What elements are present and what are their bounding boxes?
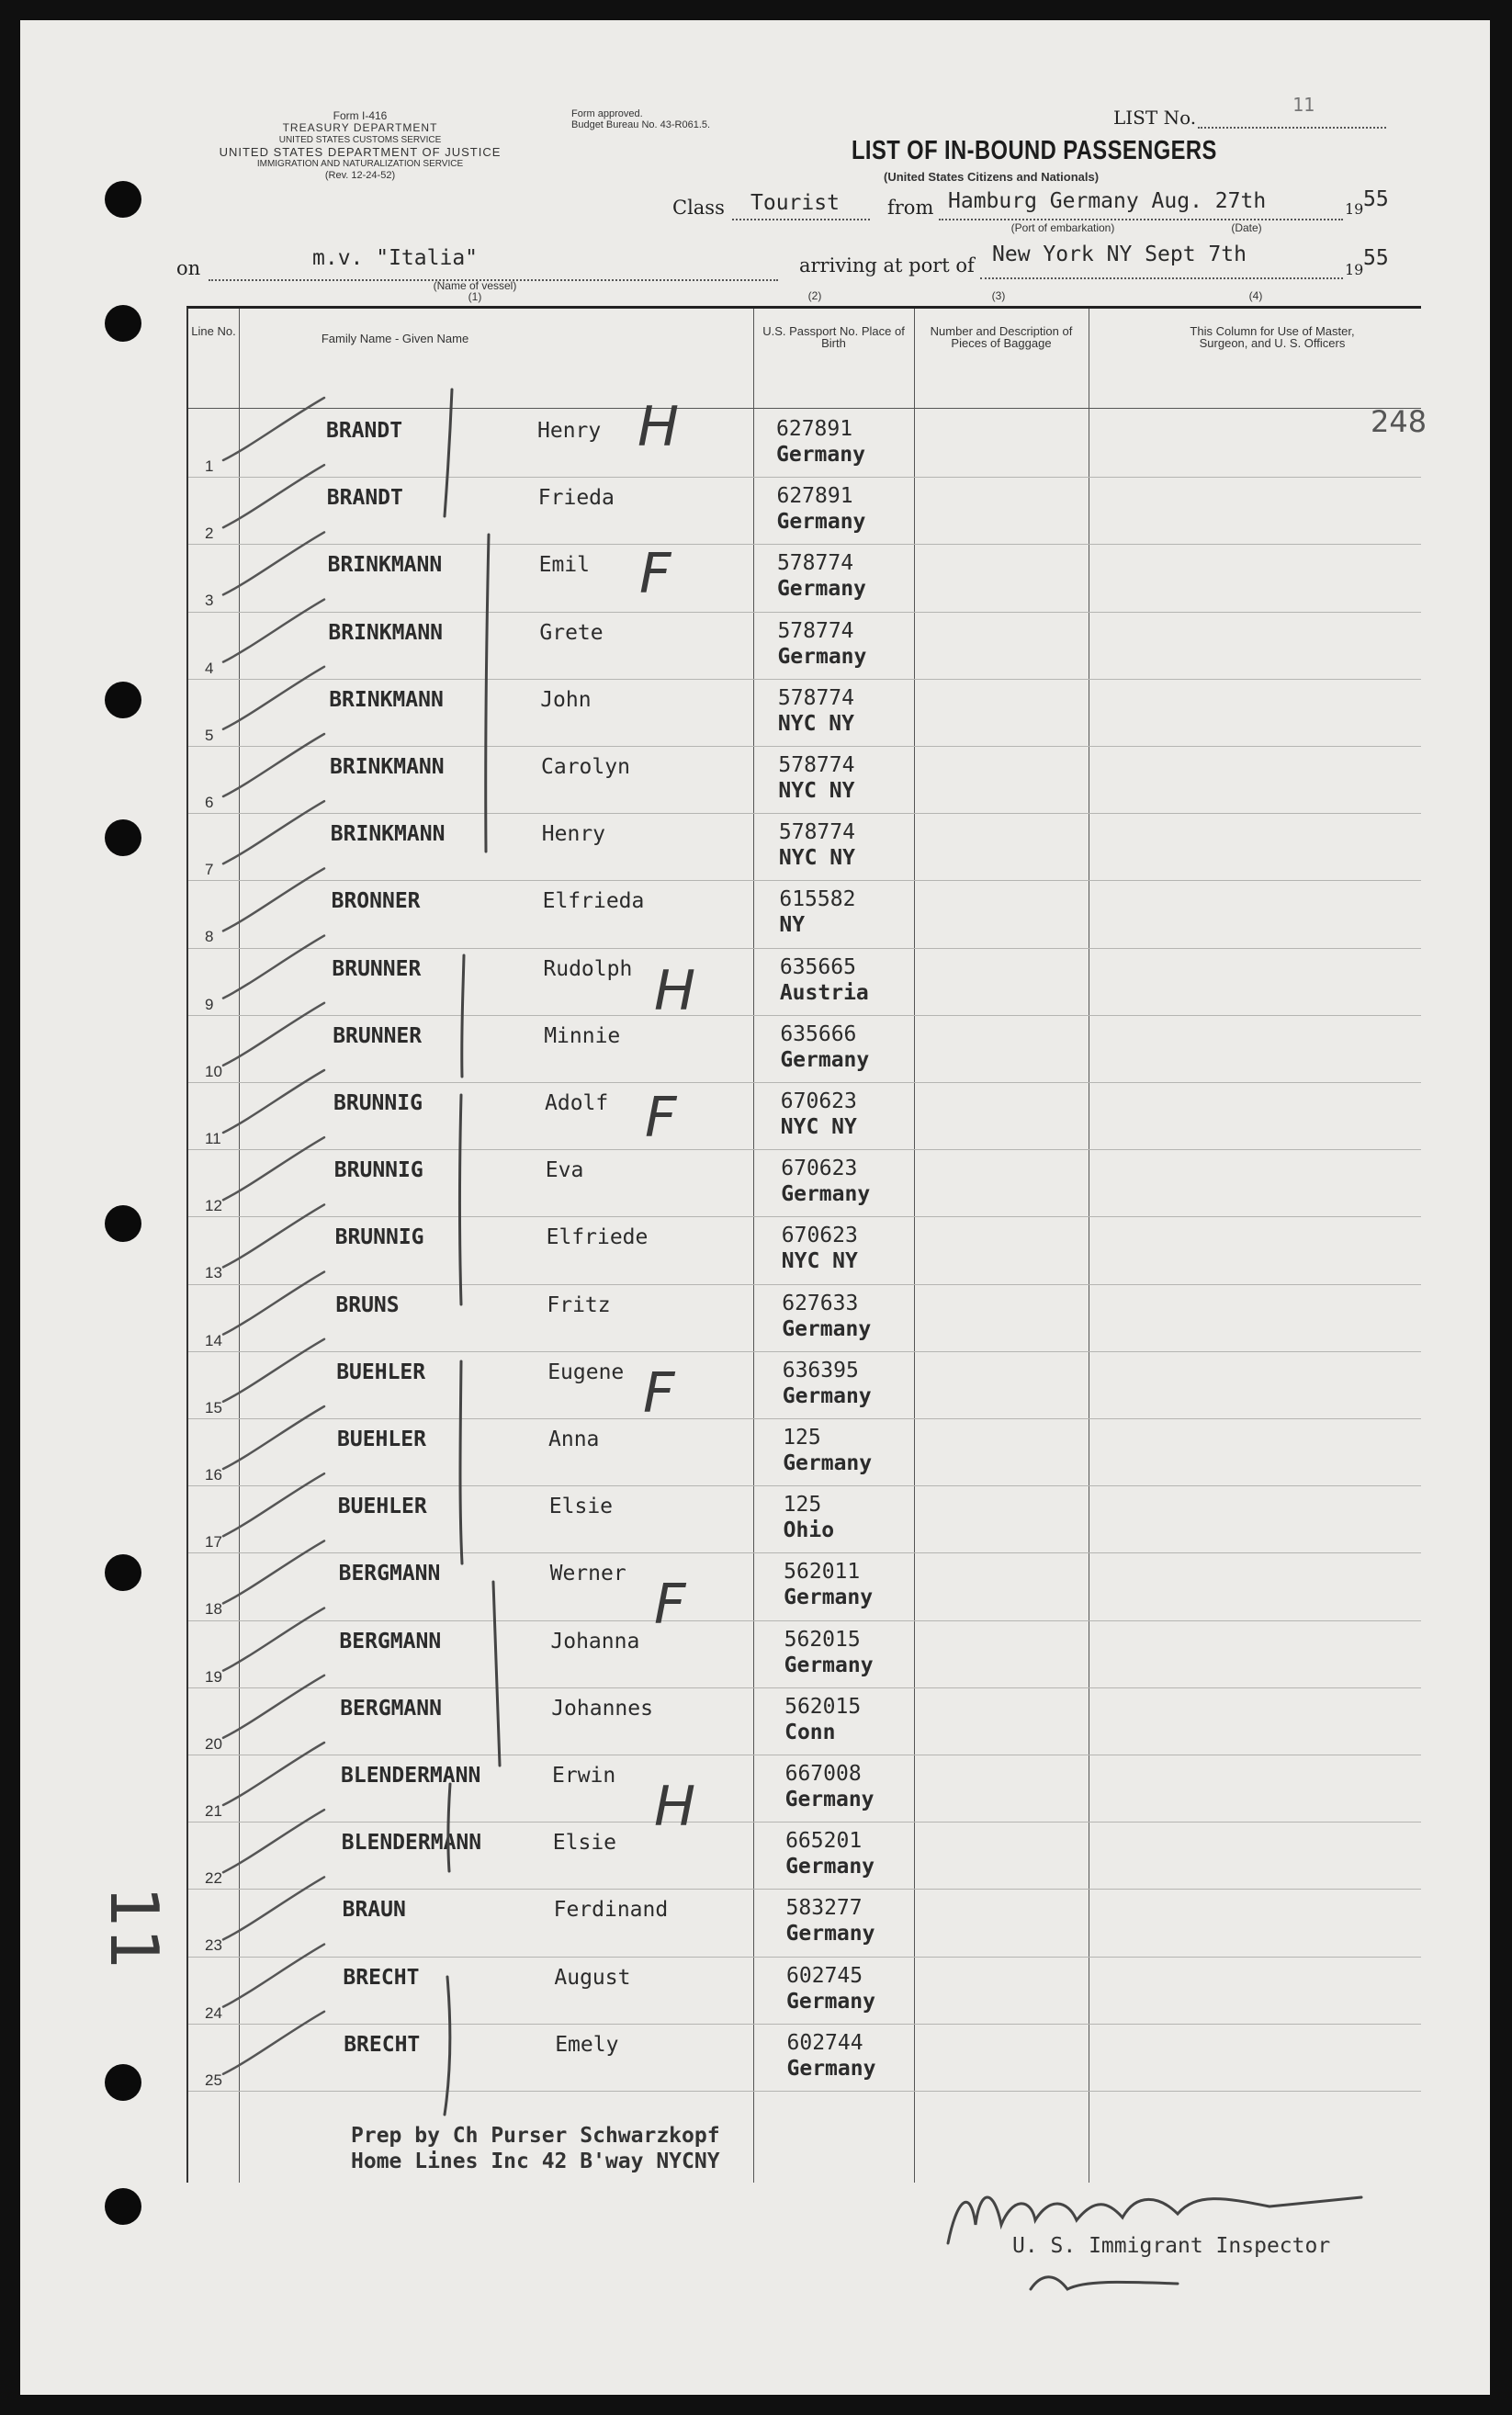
form-revision: (Rev. 12-24-52) [324,170,396,181]
place-of-birth: Germany [781,1182,871,1207]
line-number: 25 [205,2071,222,2089]
prep-line-2: Home Lines Inc 42 B'way NYCNY [351,2150,720,2173]
family-name: BRUNNIG [334,1225,424,1250]
passport-number: 583277 [785,1896,863,1921]
given-name: Frieda [537,486,615,511]
line-number: 11 [205,1130,221,1147]
given-name: Carolyn [541,755,630,779]
margin-mark: 11 [95,1886,173,1970]
page-number: 248 [1371,404,1427,439]
class-value: Tourist [750,191,840,215]
passport-number: 578774 [777,685,854,710]
check-mark [223,398,324,460]
check-mark [223,532,324,594]
check-mark [223,1473,324,1536]
line-number: 16 [205,1466,222,1484]
given-name: Anna [548,1428,600,1451]
given-name: Emely [555,2032,619,2057]
family-name: BRANDT [326,419,403,443]
line-number: 12 [205,1197,222,1215]
place-of-birth: Germany [786,2056,876,2081]
passport-number: 578774 [778,820,855,845]
from-year: 55 [1363,187,1389,211]
passport-number: 602744 [786,2030,863,2055]
check-mark [223,1137,324,1200]
passport-number: 635665 [779,954,856,979]
family-name: BRUNNIG [333,1091,423,1115]
list-no-value: 11 [1292,94,1315,116]
form-approved: Form approved. [571,108,643,119]
line-number: 7 [205,861,214,879]
check-mark [223,1945,324,2007]
place-of-birth: Germany [784,1586,874,1610]
arrival-year: 55 [1363,246,1389,270]
given-name: Adolf [545,1091,609,1115]
line-number: 1 [205,457,214,475]
family-name: BRUNNER [333,1023,423,1048]
vessel-caption-text: (Name of vessel) [433,279,517,292]
place-of-birth: Germany [786,1989,875,2014]
place-of-birth: Germany [782,1383,872,1408]
line-number: 13 [205,1264,222,1282]
passport-number: 670623 [781,1157,858,1181]
inspector-caption: U. S. Immigrant Inspector [1012,2234,1331,2258]
form-number: Form I-416 [333,109,388,122]
line-number: 17 [205,1533,222,1552]
check-mark [223,465,324,527]
passport-number: 636395 [782,1358,859,1382]
passport-number: 665201 [785,1829,863,1854]
given-name: Eugene [547,1360,625,1384]
line-number: 20 [205,1734,222,1753]
annotation-f: F [645,1086,677,1150]
check-mark [223,1272,324,1335]
family-name: BRINKMANN [330,755,445,779]
place-of-birth: NYC NY [778,846,855,871]
given-name: Henry [537,419,602,443]
annotation-f: F [654,1573,686,1637]
annotation-h: H [654,959,696,1023]
place-of-birth: Germany [776,443,865,467]
passport-number: 670623 [780,1089,857,1113]
family-name: BRECHT [343,1965,420,1990]
passport-number: 602745 [786,1963,863,1988]
passport-number: 578774 [778,753,855,777]
manifest-page [20,20,1490,2395]
family-name: BUEHLER [337,1495,427,1519]
place-of-birth: Germany [777,644,867,669]
passport-number: 562015 [784,1694,862,1719]
family-name: BRONNER [331,889,421,914]
check-mark [223,1877,324,1939]
line-number: 4 [205,659,214,677]
passport-number: 670623 [781,1224,858,1248]
page-title: LIST OF IN-BOUND PASSENGERS [852,136,1217,165]
date-caption: (Date) [1231,221,1262,234]
family-name: BERGMANN [340,1696,442,1721]
check-mark [223,1204,324,1267]
prep-line-1: Prep by Ch Purser Schwarzkopf [351,2124,720,2148]
passport-number: 627891 [776,417,853,441]
family-name: BRUNNER [332,956,422,981]
line-number: 3 [205,592,214,610]
vessel-name: m.v. "Italia" [312,246,479,270]
family-name: BRINKMANN [327,553,443,578]
given-name: Emil [538,553,590,578]
check-mark [223,2012,324,2074]
family-name: BLENDERMANN [341,1764,481,1788]
place-of-birth: NYC NY [781,1249,858,1274]
col-passport: U.S. Passport No. Place of Birth [762,324,905,350]
on-label: on [176,257,201,279]
page-subtitle: (United States Citizens and Nationals) [884,170,1100,184]
line-number: 21 [205,1802,222,1820]
customs-service: UNITED STATES CUSTOMS SERVICE [278,135,442,145]
caption-2: (2) [807,289,822,302]
given-name: Johanna [550,1629,640,1653]
given-name: Minnie [544,1023,621,1048]
from-label: from [887,197,934,219]
family-name: BRECHT [344,2032,421,2057]
given-name: Elsie [548,1495,614,1519]
annotation-marks [20,20,1490,2395]
caption-4: (4) [1248,289,1263,302]
family-name: BUEHLER [336,1360,426,1384]
vessel-caption-no: (1) [468,290,482,303]
passport-number: 615582 [779,887,856,912]
place-of-birth: Germany [785,1855,875,1879]
check-mark [223,600,324,662]
family-name: BRUNNIG [333,1158,423,1183]
department-of-justice: UNITED STATES DEPARTMENT OF JUSTICE [219,145,502,159]
place-of-birth: Germany [784,1788,874,1811]
place-of-birth: NYC NY [777,711,854,736]
place-of-birth: Germany [776,577,866,602]
place-of-birth: Conn [784,1720,836,1744]
family-name: BRINKMANN [330,822,446,847]
given-name: Elfrieda [542,889,645,914]
col-baggage: Number and Description of Pieces of Baggage [930,324,1073,350]
given-name: Rudolph [543,956,633,981]
family-name: BLENDERMANN [341,1831,482,1856]
line-number: 23 [205,1936,222,1955]
place-of-birth: Ohio [783,1518,835,1543]
check-mark [223,1070,324,1133]
family-name: BERGMANN [339,1629,442,1653]
place-of-birth: NY [779,913,806,938]
check-mark [223,936,324,999]
annotation-h: H [638,395,680,459]
family-name: BRANDT [326,486,403,511]
given-name: Eva [545,1158,584,1183]
line-number: 2 [205,525,214,543]
family-name: BUEHLER [337,1428,426,1451]
line-number: 18 [205,1600,222,1619]
check-mark [223,1003,324,1066]
check-mark [223,1743,324,1805]
given-name: Henry [541,822,606,847]
place-of-birth: Germany [785,1922,875,1947]
check-mark [223,1540,324,1603]
line-number: 15 [205,1398,222,1416]
col-line-no: Line No. [191,324,236,338]
passport-number: 578774 [777,618,854,643]
list-no-label: LIST No. [1113,107,1197,129]
check-mark [223,801,324,863]
from-year-prefix: 19 [1345,200,1364,218]
given-name: John [540,687,592,712]
place-of-birth: Germany [784,1653,874,1677]
line-number: 10 [205,1062,222,1080]
line-number: 9 [205,995,214,1013]
arriving-label: arriving at port of [799,254,975,276]
check-mark [223,1676,324,1738]
given-name: Erwin [552,1764,616,1788]
place-of-birth: Germany [783,1451,873,1475]
line-number: 6 [205,794,214,811]
annotation-f: F [639,542,671,606]
check-mark [223,734,324,796]
annotation-f: F [643,1361,675,1426]
given-name: August [554,1965,631,1990]
place-of-birth: Austria [779,980,869,1005]
port-embarkation-caption: (Port of embarkation) [1010,221,1115,234]
ins-service: IMMIGRATION AND NATURALIZATION SERVICE [256,159,464,169]
class-label: Class [672,197,725,219]
line-number: 22 [205,1869,222,1888]
passport-number: 635666 [780,1021,857,1046]
given-name: Grete [539,620,604,645]
given-name: Johannes [551,1696,653,1721]
arrival-value: New York NY Sept 7th [992,243,1247,266]
col-name: Family Name - Given Name [321,332,469,345]
place-of-birth: Germany [780,1047,870,1072]
arrival-year-prefix: 19 [1345,261,1364,278]
place-of-birth: NYC NY [778,779,855,803]
family-name: BERGMANN [338,1562,441,1586]
given-name: Werner [549,1562,626,1586]
check-mark [223,667,324,729]
place-of-birth: NYC NY [780,1115,857,1139]
check-mark [223,1339,324,1402]
family-name: BRAUN [342,1898,406,1923]
passport-number: 125 [783,1426,821,1450]
passport-number: 627633 [782,1291,859,1315]
check-mark [223,1406,324,1469]
given-name: Elfriede [546,1225,649,1250]
annotation-h: H [654,1775,696,1839]
family-name: BRINKMANN [328,620,444,645]
line-number: 8 [205,928,214,946]
passport-number: 578774 [776,551,854,576]
check-mark [223,1810,324,1872]
caption-3: (3) [991,289,1006,302]
line-number: 19 [205,1667,222,1686]
check-mark [223,868,324,931]
family-name: BRINKMANN [329,687,444,712]
place-of-birth: Germany [776,510,866,535]
check-mark [223,1608,324,1671]
line-number: 14 [205,1331,222,1349]
treasury-department: TREASURY DEPARTMENT [282,121,438,134]
passport-number: 125 [783,1493,822,1518]
passport-number: 627891 [776,484,853,509]
line-number: 24 [205,2003,222,2022]
passport-number: 562015 [784,1627,861,1652]
budget-bureau: Budget Bureau No. 43-R061.5. [571,119,711,130]
col-officers: This Column for Use of Master, Surgeon, and U. S. Officers [1190,324,1355,350]
family-name: BRUNS [335,1292,400,1317]
from-value: Hamburg Germany Aug. 27th [948,189,1267,213]
line-number: 5 [205,726,214,744]
place-of-birth: Germany [782,1316,872,1341]
given-name: Elsie [552,1831,617,1856]
given-name: Fritz [547,1292,611,1317]
passport-number: 667008 [784,1762,862,1786]
given-name: Ferdinand [553,1898,669,1923]
passport-number: 562011 [784,1560,861,1585]
